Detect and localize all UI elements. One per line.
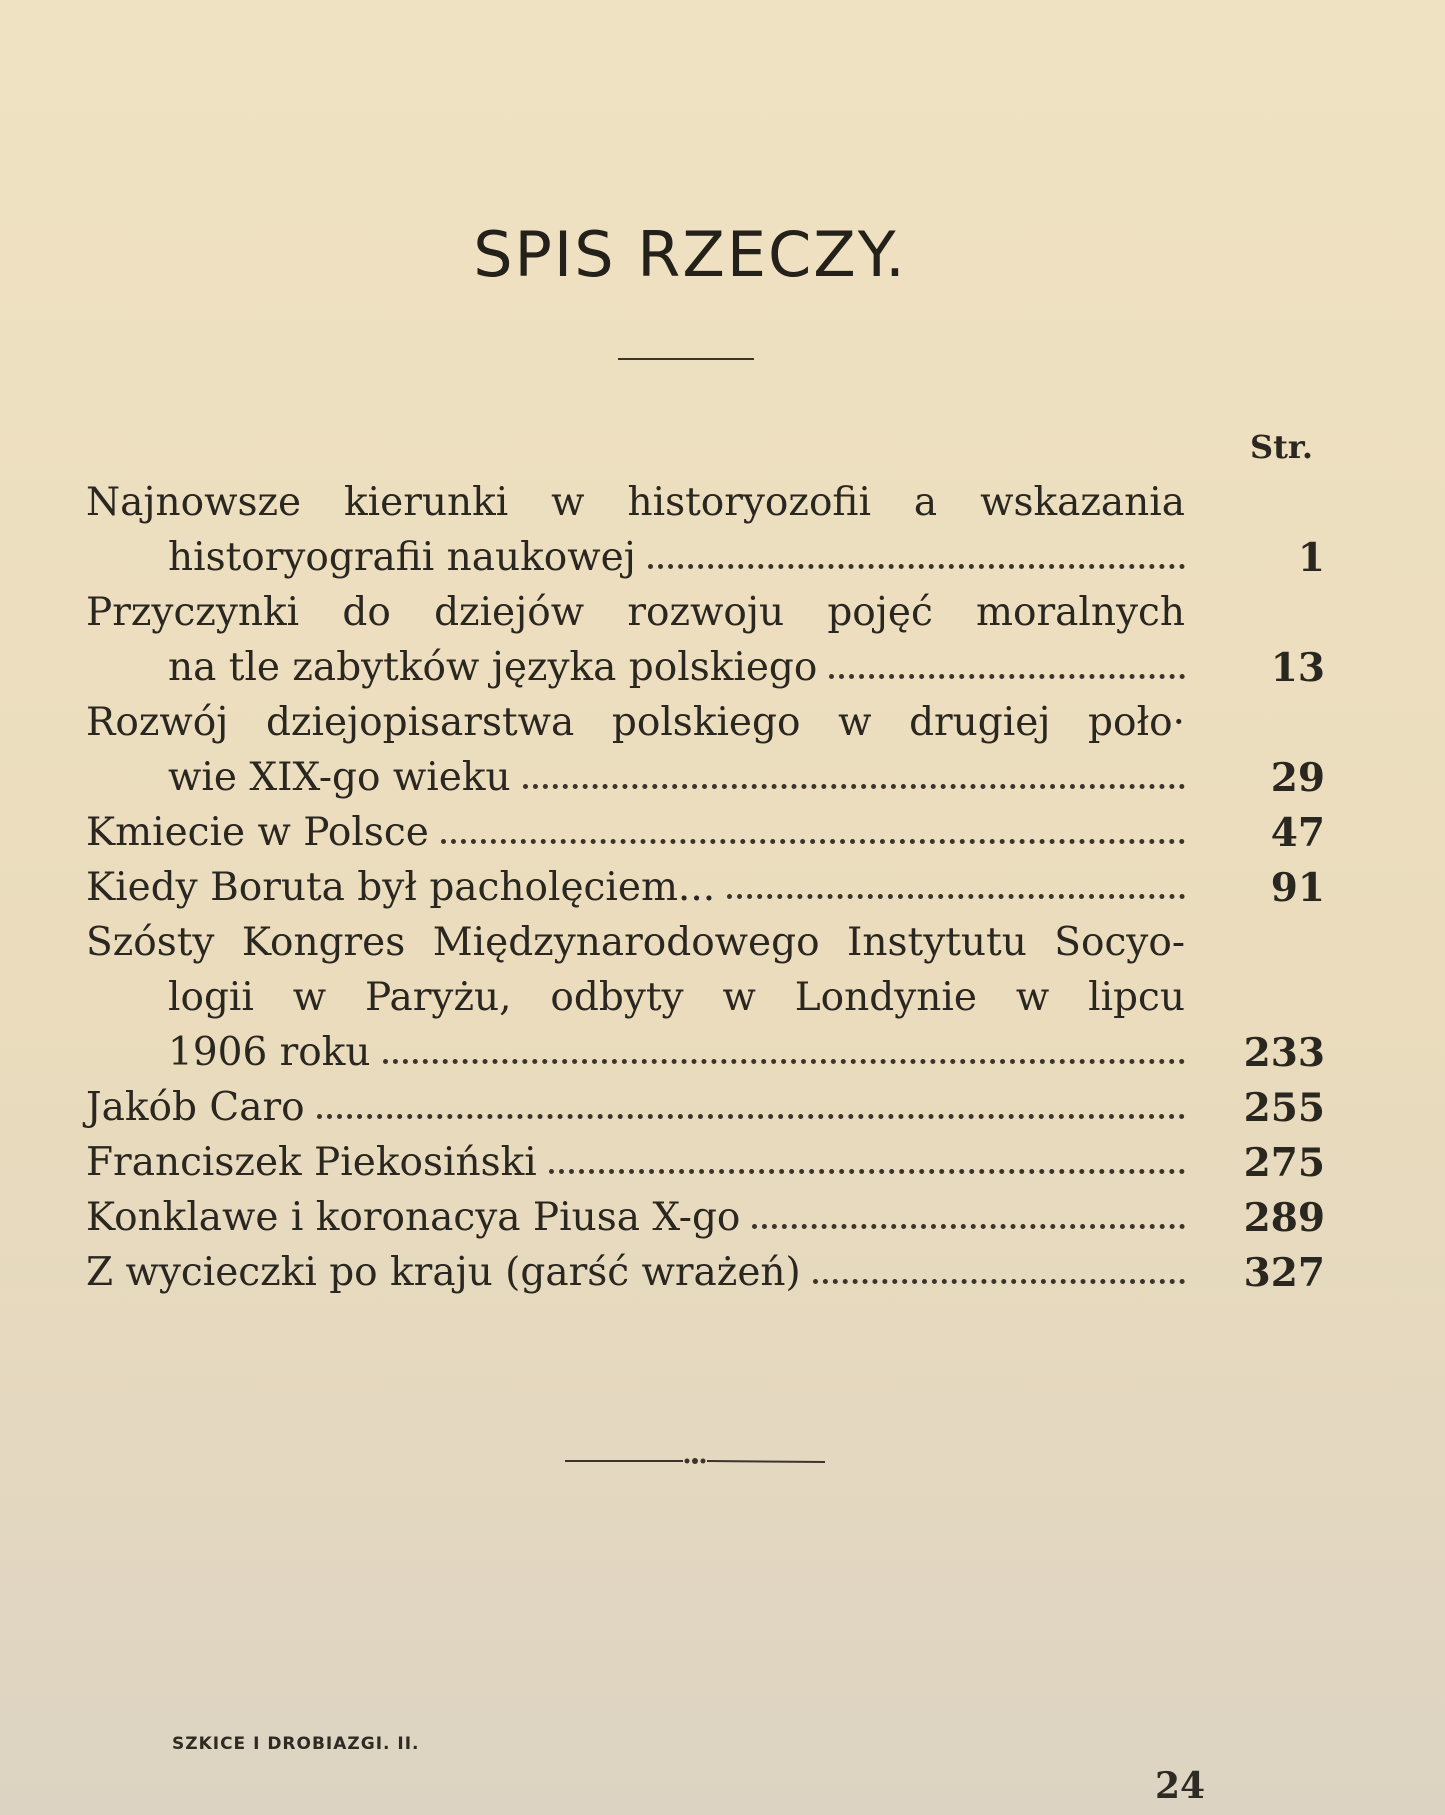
toc-entry-text: Jakób Caro	[86, 1085, 305, 1130]
toc-page-number: 233	[1243, 1030, 1325, 1076]
toc-entry-text: Przyczynki do dziejów rozwoju pojęć moralnych	[86, 590, 1185, 635]
toc-entry-text: Rozwój dziejopisarstwa polskiego w drugiej poło·	[86, 700, 1185, 745]
toc-page-number: 13	[1270, 645, 1325, 691]
toc-entry-line	[86, 1138, 1185, 1188]
toc-entry-line	[86, 588, 1185, 638]
toc-entry-line	[86, 1193, 1185, 1243]
toc-entry-line	[86, 918, 1185, 968]
toc-page-number: 91	[1270, 865, 1325, 911]
toc-page-number: 255	[1243, 1085, 1325, 1131]
dot-leader	[383, 1059, 1185, 1064]
toc-entry-text: Najnowsze kierunki w historyozofii a wskazania	[86, 480, 1185, 525]
dot-leader	[317, 1114, 1185, 1119]
toc-entry-line	[86, 1248, 1185, 1298]
dot-leader	[727, 894, 1185, 899]
dot-leader	[523, 784, 1185, 789]
toc-page-number: 29	[1270, 755, 1325, 801]
dot-leader	[752, 1224, 1185, 1229]
toc-entry-text: na tle zabytków języka polskiego	[168, 645, 818, 690]
page-title: SPIS RZECZY.	[473, 218, 907, 291]
toc-entry-line	[86, 1083, 1185, 1133]
toc-entry-text: wie XIX-go wieku	[168, 755, 511, 800]
toc-entry-text: logii w Paryżu, odbyty w Londynie w lipcu	[168, 975, 1185, 1020]
dot-leader	[813, 1279, 1185, 1284]
toc-entry-line	[86, 478, 1185, 528]
toc-page-number: 289	[1243, 1195, 1325, 1241]
title-rule	[618, 358, 754, 360]
toc-entry-text: Z wycieczki po kraju (garść wrażeń)	[86, 1250, 801, 1295]
page-column-label: Str.	[1250, 428, 1313, 466]
toc-page-number: 275	[1243, 1140, 1325, 1186]
toc-entry-text: Kiedy Boruta był pacholęciem...	[86, 865, 716, 910]
dot-leader	[549, 1169, 1185, 1174]
toc-entry-text: historyografii naukowej	[168, 535, 636, 580]
toc-entry-line	[168, 973, 1185, 1023]
toc-page-number: 327	[1243, 1250, 1325, 1296]
toc-entry-line	[168, 533, 1185, 583]
toc-entry-text: Szósty Kongres Międzynarodowego Instytutu Socyo-	[86, 920, 1185, 965]
toc-entry-line	[86, 863, 1185, 913]
toc-entry-line	[168, 643, 1185, 693]
toc-entry-line	[86, 808, 1185, 858]
dot-leader	[648, 564, 1185, 569]
ornament-divider	[565, 1455, 825, 1467]
footer-signature: SZKICE I DROBIAZGI. II.	[172, 1734, 420, 1754]
toc-page-number: 1	[1297, 535, 1325, 581]
toc-entry-text: Konklawe i koronacya Piusa X-go	[86, 1195, 741, 1240]
toc-entry-text: Kmiecie w Polsce	[86, 810, 429, 855]
toc-page-number: 47	[1270, 810, 1325, 856]
toc-entry-line	[86, 698, 1185, 748]
toc-entry-text: Franciszek Piekosiński	[86, 1140, 537, 1185]
dot-leader	[829, 674, 1185, 679]
dot-leader	[441, 839, 1185, 844]
toc-entry-line	[168, 753, 1185, 803]
page-number: 24	[1155, 1765, 1206, 1807]
toc-entry-text: 1906 roku	[168, 1030, 371, 1075]
toc-entry-line	[168, 1028, 1185, 1078]
